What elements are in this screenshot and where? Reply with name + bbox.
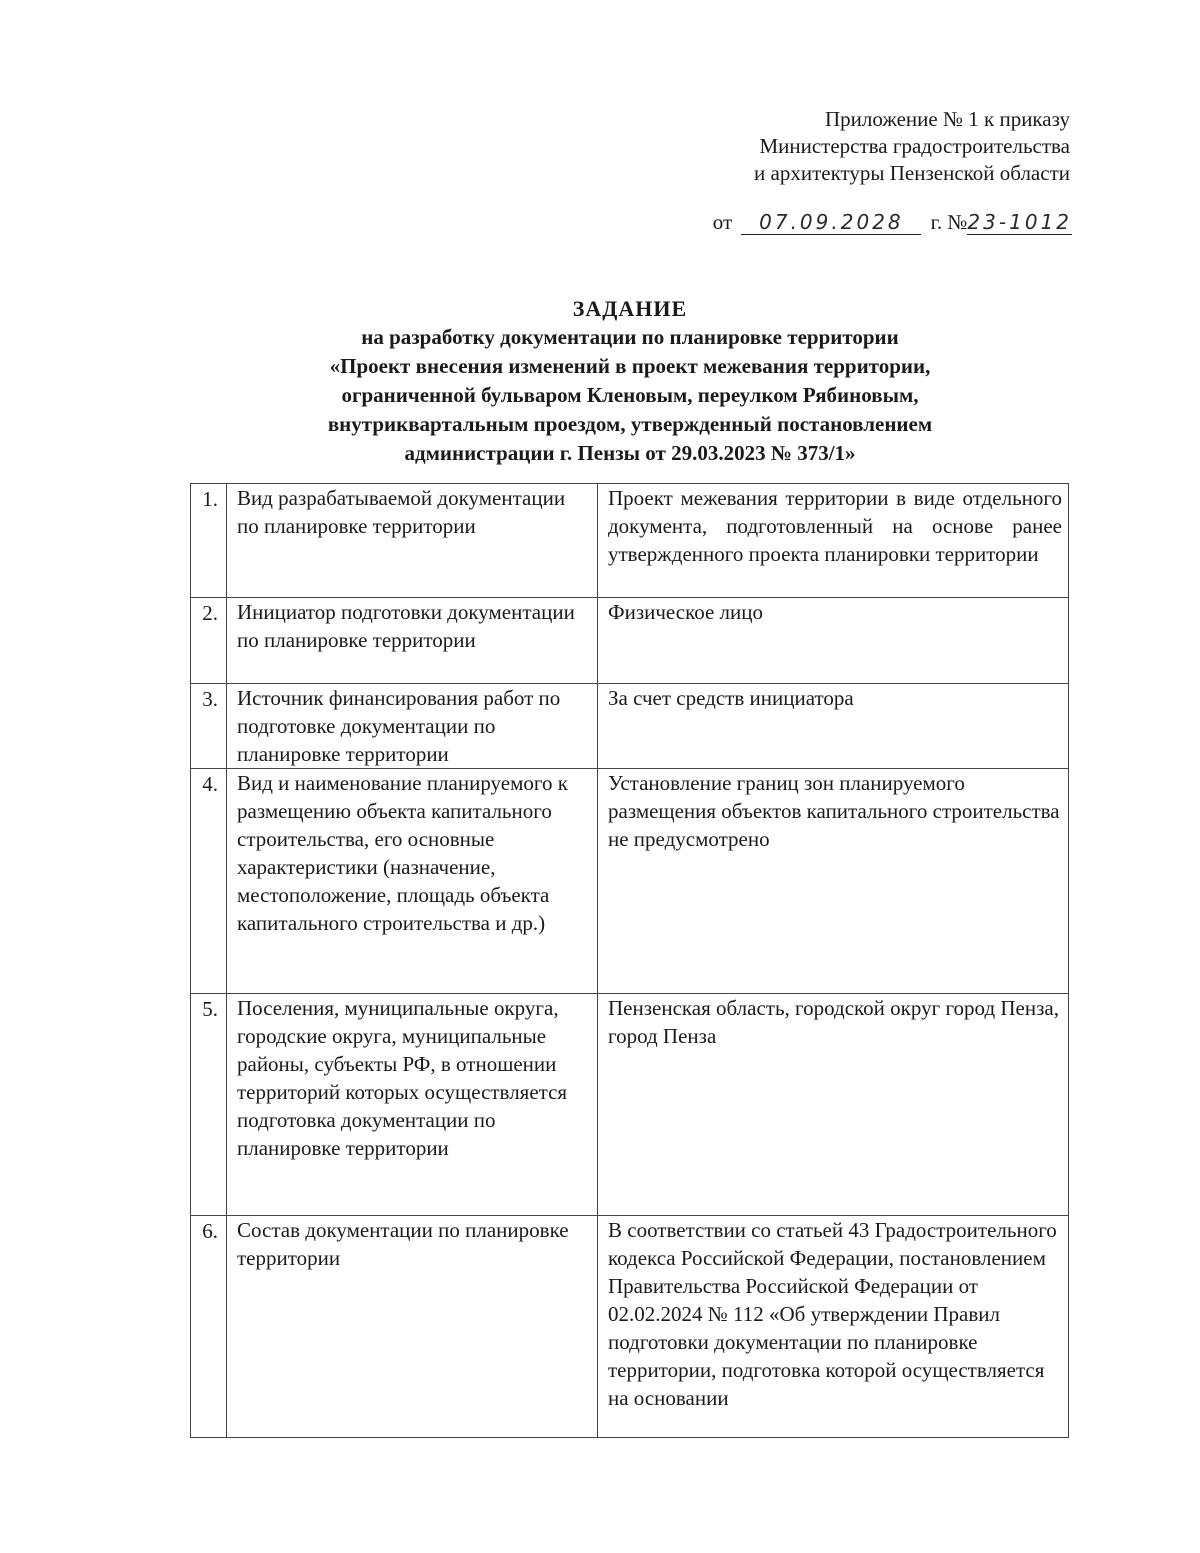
row-key: Инициатор подготовки документации по планировке территории — [227, 598, 598, 684]
order-from-label: от — [712, 210, 733, 234]
appendix-line: и архитектуры Пензенской области — [754, 161, 1070, 185]
row-value: Установление границ зон планируемого размещения объектов капитального строительства не предусмотрено — [598, 769, 1069, 994]
appendix-line: Приложение № 1 к приказу — [825, 107, 1070, 131]
row-number: 3. — [191, 684, 227, 769]
row-value: В соответствии со статьей 43 Градостроительного кодекса Российской Федерации, постановлением Правительства Российской Федерации от 02.02.2024 № 112 «Об утверждении Правил подготовки документации по планировке территории, подготовка которой осуществляется на основании — [598, 1216, 1069, 1438]
row-number: 5. — [191, 994, 227, 1216]
order-number: 23-1012 — [967, 210, 1072, 234]
appendix-line: Министерства градостроительства — [759, 134, 1070, 158]
heading-line: ограниченной бульваром Кленовым, переулком Рябиновым, — [341, 383, 919, 407]
table-row — [191, 769, 1069, 994]
document-title: ЗАДАНИЕ — [572, 296, 688, 321]
table-row — [191, 994, 1069, 1216]
order-reference — [713, 210, 1072, 235]
task-table — [190, 483, 1069, 1438]
heading-line: «Проект внесения изменений в проект межевания территории, — [329, 354, 931, 378]
table-row — [191, 684, 1069, 769]
row-key: Вид и наименование планируемого к размещению объекта капитального строительства, его основные характеристики (назначение, местоположение, площадь объекта капитального строительства и др.) — [227, 769, 598, 994]
row-value: Физическое лицо — [598, 598, 1069, 684]
heading-line: администрации г. Пензы от 29.03.2023 № 373/1» — [404, 441, 856, 465]
document-subtitle: на разработку документации по планировке территории — [361, 325, 899, 349]
row-value: Проект межевания территории в виде отдельного документа, подготовленный на основе ранее утвержденного проекта планировки территории — [598, 484, 1069, 598]
table-row — [191, 484, 1069, 598]
row-key: Источник финансирования работ по подготовке документации по планировке территории — [227, 684, 598, 769]
row-number: 2. — [191, 598, 227, 684]
table-row — [191, 598, 1069, 684]
order-number-label: г. № — [930, 210, 968, 234]
row-key: Вид разрабатываемой документации по планировке территории — [227, 484, 598, 598]
row-key: Поселения, муниципальные округа, городские округа, муниципальные районы, субъекты РФ, в отношении территорий которых осуществляется подготовка документации по планировке территории — [227, 994, 598, 1216]
table-row — [191, 1216, 1069, 1438]
appendix-note — [754, 106, 1070, 187]
row-number: 6. — [191, 1216, 227, 1438]
row-number: 4. — [191, 769, 227, 994]
heading-line: внутриквартальным проездом, утвержденный постановлением — [327, 412, 933, 436]
row-key: Состав документации по планировке территории — [227, 1216, 598, 1438]
row-value: За счет средств инициатора — [598, 684, 1069, 769]
row-value: Пензенская область, городской округ город Пенза, город Пенза — [598, 994, 1069, 1216]
document-heading — [190, 294, 1070, 468]
row-number: 1. — [191, 484, 227, 598]
order-date: 07.09.2028 — [741, 210, 921, 235]
